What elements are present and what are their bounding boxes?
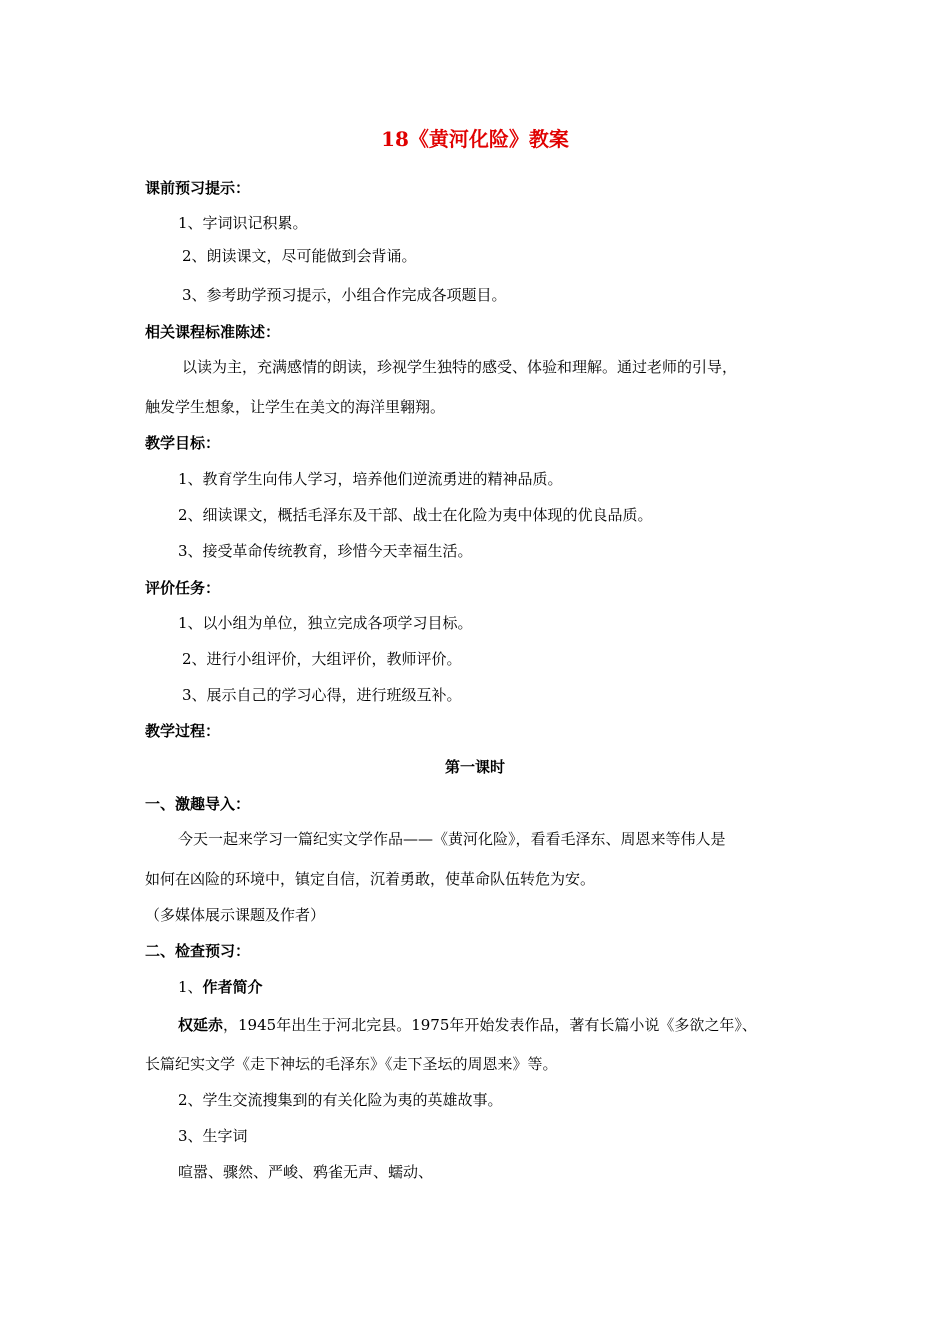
section1-note: （多媒体展示课题及作者）	[145, 906, 326, 924]
author-intro-number: 1、	[178, 978, 203, 996]
evaluation-item: 3、展示自己的学习心得，进行班级互补。	[182, 686, 462, 704]
goal-item: 2、细读课文，概括毛泽东及干部、战士在化险为夷中体现的优良品质。	[178, 506, 653, 524]
author-bio-line: 长篇纪实文学《走下神坛的毛泽东》《走下圣坛的周恩来》等。	[145, 1055, 558, 1073]
preview-item: 3、参考助学预习提示，小组合作完成各项题目。	[182, 286, 507, 304]
lesson-title: 第一课时	[444, 758, 505, 776]
standards-heading: 相关课程标准陈述：	[145, 323, 281, 341]
evaluation-item: 1、以小组为单位，独立完成各项学习目标。	[178, 614, 473, 632]
section2-heading: 二、检查预习：	[145, 942, 251, 960]
section1-paragraph-line: 今天一起来学习一篇纪实文学作品——《黄河化险》，看看毛泽东、周恩来等伟人是	[178, 830, 726, 848]
evaluation-item: 2、进行小组评价，大组评价，教师评价。	[182, 650, 462, 668]
section1-paragraph-line: 如何在凶险的环境中，镇定自信，沉着勇敢，使革命队伍转危为安。	[145, 870, 596, 888]
vocabulary-list: 喧嚣、骤然、严峻、鸦雀无声、蠕动、	[178, 1163, 434, 1181]
preview-item: 1、字词识记积累。	[178, 214, 308, 232]
preview-check-item: 2、学生交流搜集到的有关化险为夷的英雄故事。	[178, 1091, 503, 1109]
preview-check-item: 3、生字词	[178, 1127, 248, 1145]
author-name: 权延赤	[178, 1016, 224, 1034]
preview-item: 2、朗读课文，尽可能做到会背诵。	[182, 247, 417, 265]
goal-item: 1、教育学生向伟人学习，培养他们逆流勇进的精神品质。	[178, 470, 563, 488]
author-intro-item	[178, 977, 263, 997]
document-title: 18《黄河化险》教案	[381, 127, 569, 151]
author-intro-label: 作者简介	[202, 978, 263, 996]
preview-heading: 课前预习提示：	[145, 179, 251, 197]
goals-heading: 教学目标：	[145, 434, 221, 452]
standards-paragraph-line: 触发学生想象，让学生在美文的海洋里翱翔。	[145, 398, 446, 416]
standards-paragraph-line: 以读为主，充满感情的朗读，珍视学生独特的感受、体验和理解。通过老师的引导，	[182, 358, 738, 376]
author-bio-text: ，1945年出生于河北完县。1975年开始发表作品，著有长篇小说《多欲之年》、	[223, 1016, 757, 1034]
author-bio-line	[178, 1015, 757, 1035]
process-heading: 教学过程：	[145, 722, 221, 740]
goal-item: 3、接受革命传统教育，珍惜今天幸福生活。	[178, 542, 473, 560]
section1-heading: 一、激趣导入：	[145, 795, 251, 813]
evaluation-heading: 评价任务：	[145, 579, 221, 597]
